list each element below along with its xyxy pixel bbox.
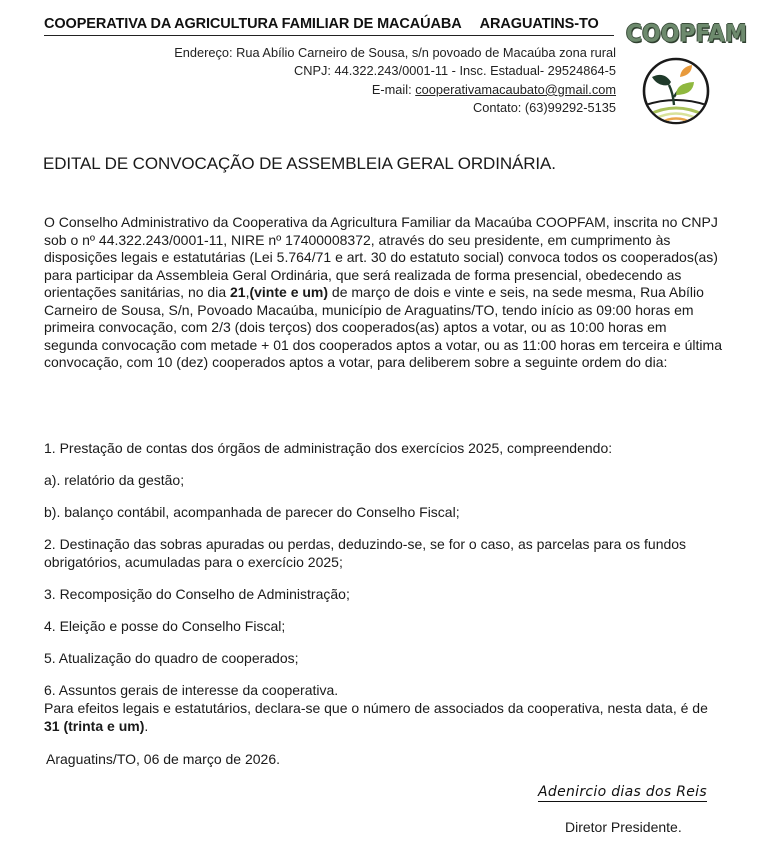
organization-header xyxy=(44,16,614,36)
agenda-item: a). relatório da gestão; xyxy=(44,472,185,488)
intro-text-2: , xyxy=(245,284,250,300)
contact-line: Contato: (63)99292-5135 xyxy=(472,100,616,116)
signature-name: Adenircio dias dos Reis xyxy=(538,784,707,800)
email-label: E-mail: xyxy=(371,81,416,97)
agenda-item: 5. Atualização do quadro de cooperados; xyxy=(44,649,299,666)
agenda-list xyxy=(44,440,724,714)
organization-name: COOPERATIVA DA AGRICULTURA FAMILIAR DE MACAÚABA xyxy=(44,16,462,32)
signatory-role: Diretor Presidente. xyxy=(565,819,682,835)
email-line xyxy=(174,81,616,99)
agenda-item: 3. Recomposição do Conselho de Administração; xyxy=(44,585,350,602)
closing-text-1: Para efeitos legais e estatutários, declara-se que o número de associados da cooperativa, nesta data, é de xyxy=(44,700,708,716)
member-count: 31 (trinta e um) xyxy=(44,717,145,734)
meeting-day: 21 xyxy=(230,284,246,300)
agenda-item: 4. Eleição e posse do Conselho Fiscal; xyxy=(44,617,286,634)
document-title: EDITAL DE CONVOCAÇÃO DE ASSEMBLEIA GERAL ORDINÁRIA. xyxy=(43,154,556,173)
intro-text-1: O Conselho Administrativo da Cooperativa da Agricultura Familiar da Macaúba COOPFAM, inscrita no CNPJ sob o nº 44.322.243/0001-11, NIRE nº 17400008372, através do seu presidente, em cumprimento às disposições legais e estatutárias (Lei 5.764/71 e art. 30 do estatuto social) convoca todos os cooperados(as) para participar da Assembleia Geral Ordinária, que será realizada de forma presencial, obedecendo as orientações sanitárias, no dia xyxy=(44,214,718,300)
meeting-day-words: (vinte e um) xyxy=(249,284,329,300)
place-and-date: Araguatins/TO, 06 de março de 2026. xyxy=(46,751,280,767)
email-link[interactable]: cooperativamacaubato@gmail.com xyxy=(415,81,616,97)
sprout-in-circle-icon xyxy=(636,55,716,127)
intro-text-3: de março de dois e vinte e seis, na sede mesma, Rua Abílio Carneiro de Sousa, S/n, Povoado Macaúba, município de Araguatins/TO, tendo início as 09:00 horas em primeira convocação, com 2/3 (dois terços) dos cooperados(as) aptos a votar, ou as 10:00 horas em segunda convocação com metade + 01 dos cooperados aptos a votar, ou as 11:00 horas em terceira e última convocação, com 10 (dez) cooperados aptos a votar, para deliberem sobre a seguinte ordem do dia: xyxy=(44,284,722,370)
member-count-statement xyxy=(44,700,724,735)
closing-text-2: . xyxy=(144,717,149,734)
agenda-item: 6. Assuntos gerais de interesse da cooperativa. xyxy=(44,681,339,698)
convocation-paragraph xyxy=(44,214,724,372)
address-line: Endereço: Rua Abílio Carneiro de Sousa, s/n povoado de Macaúba zona rural xyxy=(174,45,616,60)
organization-city: ARAGUATINS-TO xyxy=(479,16,599,32)
agenda-item: b). balanço contábil, acompanhada de parecer do Conselho Fiscal; xyxy=(44,504,460,520)
organization-contact-block xyxy=(174,44,616,118)
agenda-item: 2. Destinação das sobras apuradas ou perdas, deduzindo-se, se for o caso, as parcelas para os fundos obrigatórios, acumuladas para o exercício 2025; xyxy=(44,536,687,570)
cnpj-line: CNPJ: 44.322.243/0001-11 - Insc. Estadual- 29524864-5 xyxy=(293,63,616,79)
agenda-item: 1. Prestação de contas dos órgãos de administração dos exercícios 2025, compreendendo: xyxy=(44,440,613,456)
logo-wordmark: COOPFAM xyxy=(626,20,748,49)
